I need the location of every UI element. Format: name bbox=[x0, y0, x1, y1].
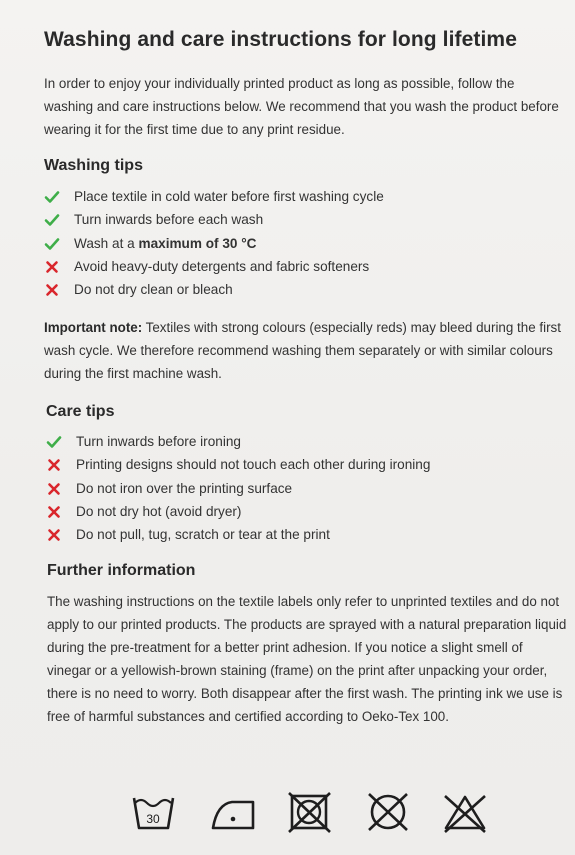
care-tip-text: Turn inwards before ironing bbox=[76, 434, 241, 449]
washing-tip-bold: maximum of 30 °C bbox=[138, 235, 257, 251]
care-tips-list bbox=[46, 430, 430, 546]
wash-30-icon bbox=[128, 788, 178, 836]
important-note-text: Textiles with strong colours (especially reds) may bleed during the first wash cycle. We therefore recommend washing them separately or with similar colours during the first machine wash. bbox=[44, 320, 561, 381]
check-icon bbox=[46, 434, 62, 450]
cross-icon bbox=[46, 481, 62, 497]
care-tip-text: Do not pull, tug, scratch or tear at the print bbox=[76, 527, 330, 543]
washing-tip-text: Avoid heavy-duty detergents and fabric softeners bbox=[74, 258, 370, 274]
iron-low-icon bbox=[208, 788, 258, 836]
further-information-heading: Further information bbox=[47, 562, 196, 579]
intro-paragraph: In order to enjoy your individually printed product as long as possible, follow the washing and care instructions below. We recommend that you wash the product before wearing it for the first time due to any print residue. bbox=[44, 76, 559, 137]
care-tip-text: Do not dry hot (avoid dryer) bbox=[76, 503, 242, 519]
list-item bbox=[44, 185, 384, 208]
cross-icon bbox=[46, 457, 62, 473]
no-bleach-icon bbox=[440, 788, 490, 836]
washing-tip-text: Do not dry clean or bleach bbox=[74, 282, 233, 298]
cross-icon bbox=[46, 504, 62, 520]
care-tip-text: Printing designs should not touch each other during ironing bbox=[76, 457, 431, 473]
washing-tip-text: Wash at a bbox=[74, 235, 139, 251]
list-item bbox=[46, 523, 430, 546]
washing-tips-list bbox=[44, 185, 384, 301]
list-item bbox=[46, 500, 430, 523]
no-tumble-dry-icon bbox=[286, 788, 334, 836]
cross-icon bbox=[46, 527, 62, 543]
further-information-paragraph: The washing instructions on the textile labels only refer to unprinted textiles and do not apply to our printed products. The products are sprayed with a natural preparation liquid during the pre-treatment for a better print adhesion. If you notice a slight smell of vinegar or a yellowish-brown staining (frame) on the print after unpacking your order, there is no need to worry. Both disappear after the first wash. The printing ink we use is free of harmful substances and certified according to Oeko-Tex 100. bbox=[47, 594, 567, 724]
care-tip-text: Do not iron over the printing surface bbox=[76, 480, 293, 496]
washing-tip-text: Turn inwards before each wash bbox=[74, 212, 264, 228]
cross-icon bbox=[44, 259, 60, 275]
wash-temperature-label: 30 bbox=[146, 812, 160, 826]
important-note-label: Important note: bbox=[44, 320, 143, 335]
list-item bbox=[44, 232, 384, 255]
list-item bbox=[46, 453, 430, 476]
no-dry-clean-icon bbox=[363, 788, 413, 836]
list-item bbox=[46, 477, 430, 500]
list-item bbox=[46, 430, 430, 453]
list-item bbox=[44, 278, 384, 301]
check-icon bbox=[44, 212, 60, 228]
important-note bbox=[44, 316, 566, 385]
washing-tip-text: Place textile in cold water before first washing cycle bbox=[74, 189, 384, 204]
list-item bbox=[44, 255, 384, 278]
check-icon bbox=[44, 189, 60, 205]
page-title: Washing and care instructions for long lifetime bbox=[44, 28, 517, 51]
list-item bbox=[44, 208, 384, 231]
check-icon bbox=[44, 236, 60, 252]
cross-icon bbox=[44, 282, 60, 298]
care-symbols-row bbox=[128, 788, 498, 836]
washing-tips-heading: Washing tips bbox=[44, 157, 143, 174]
care-tips-heading: Care tips bbox=[46, 403, 115, 420]
